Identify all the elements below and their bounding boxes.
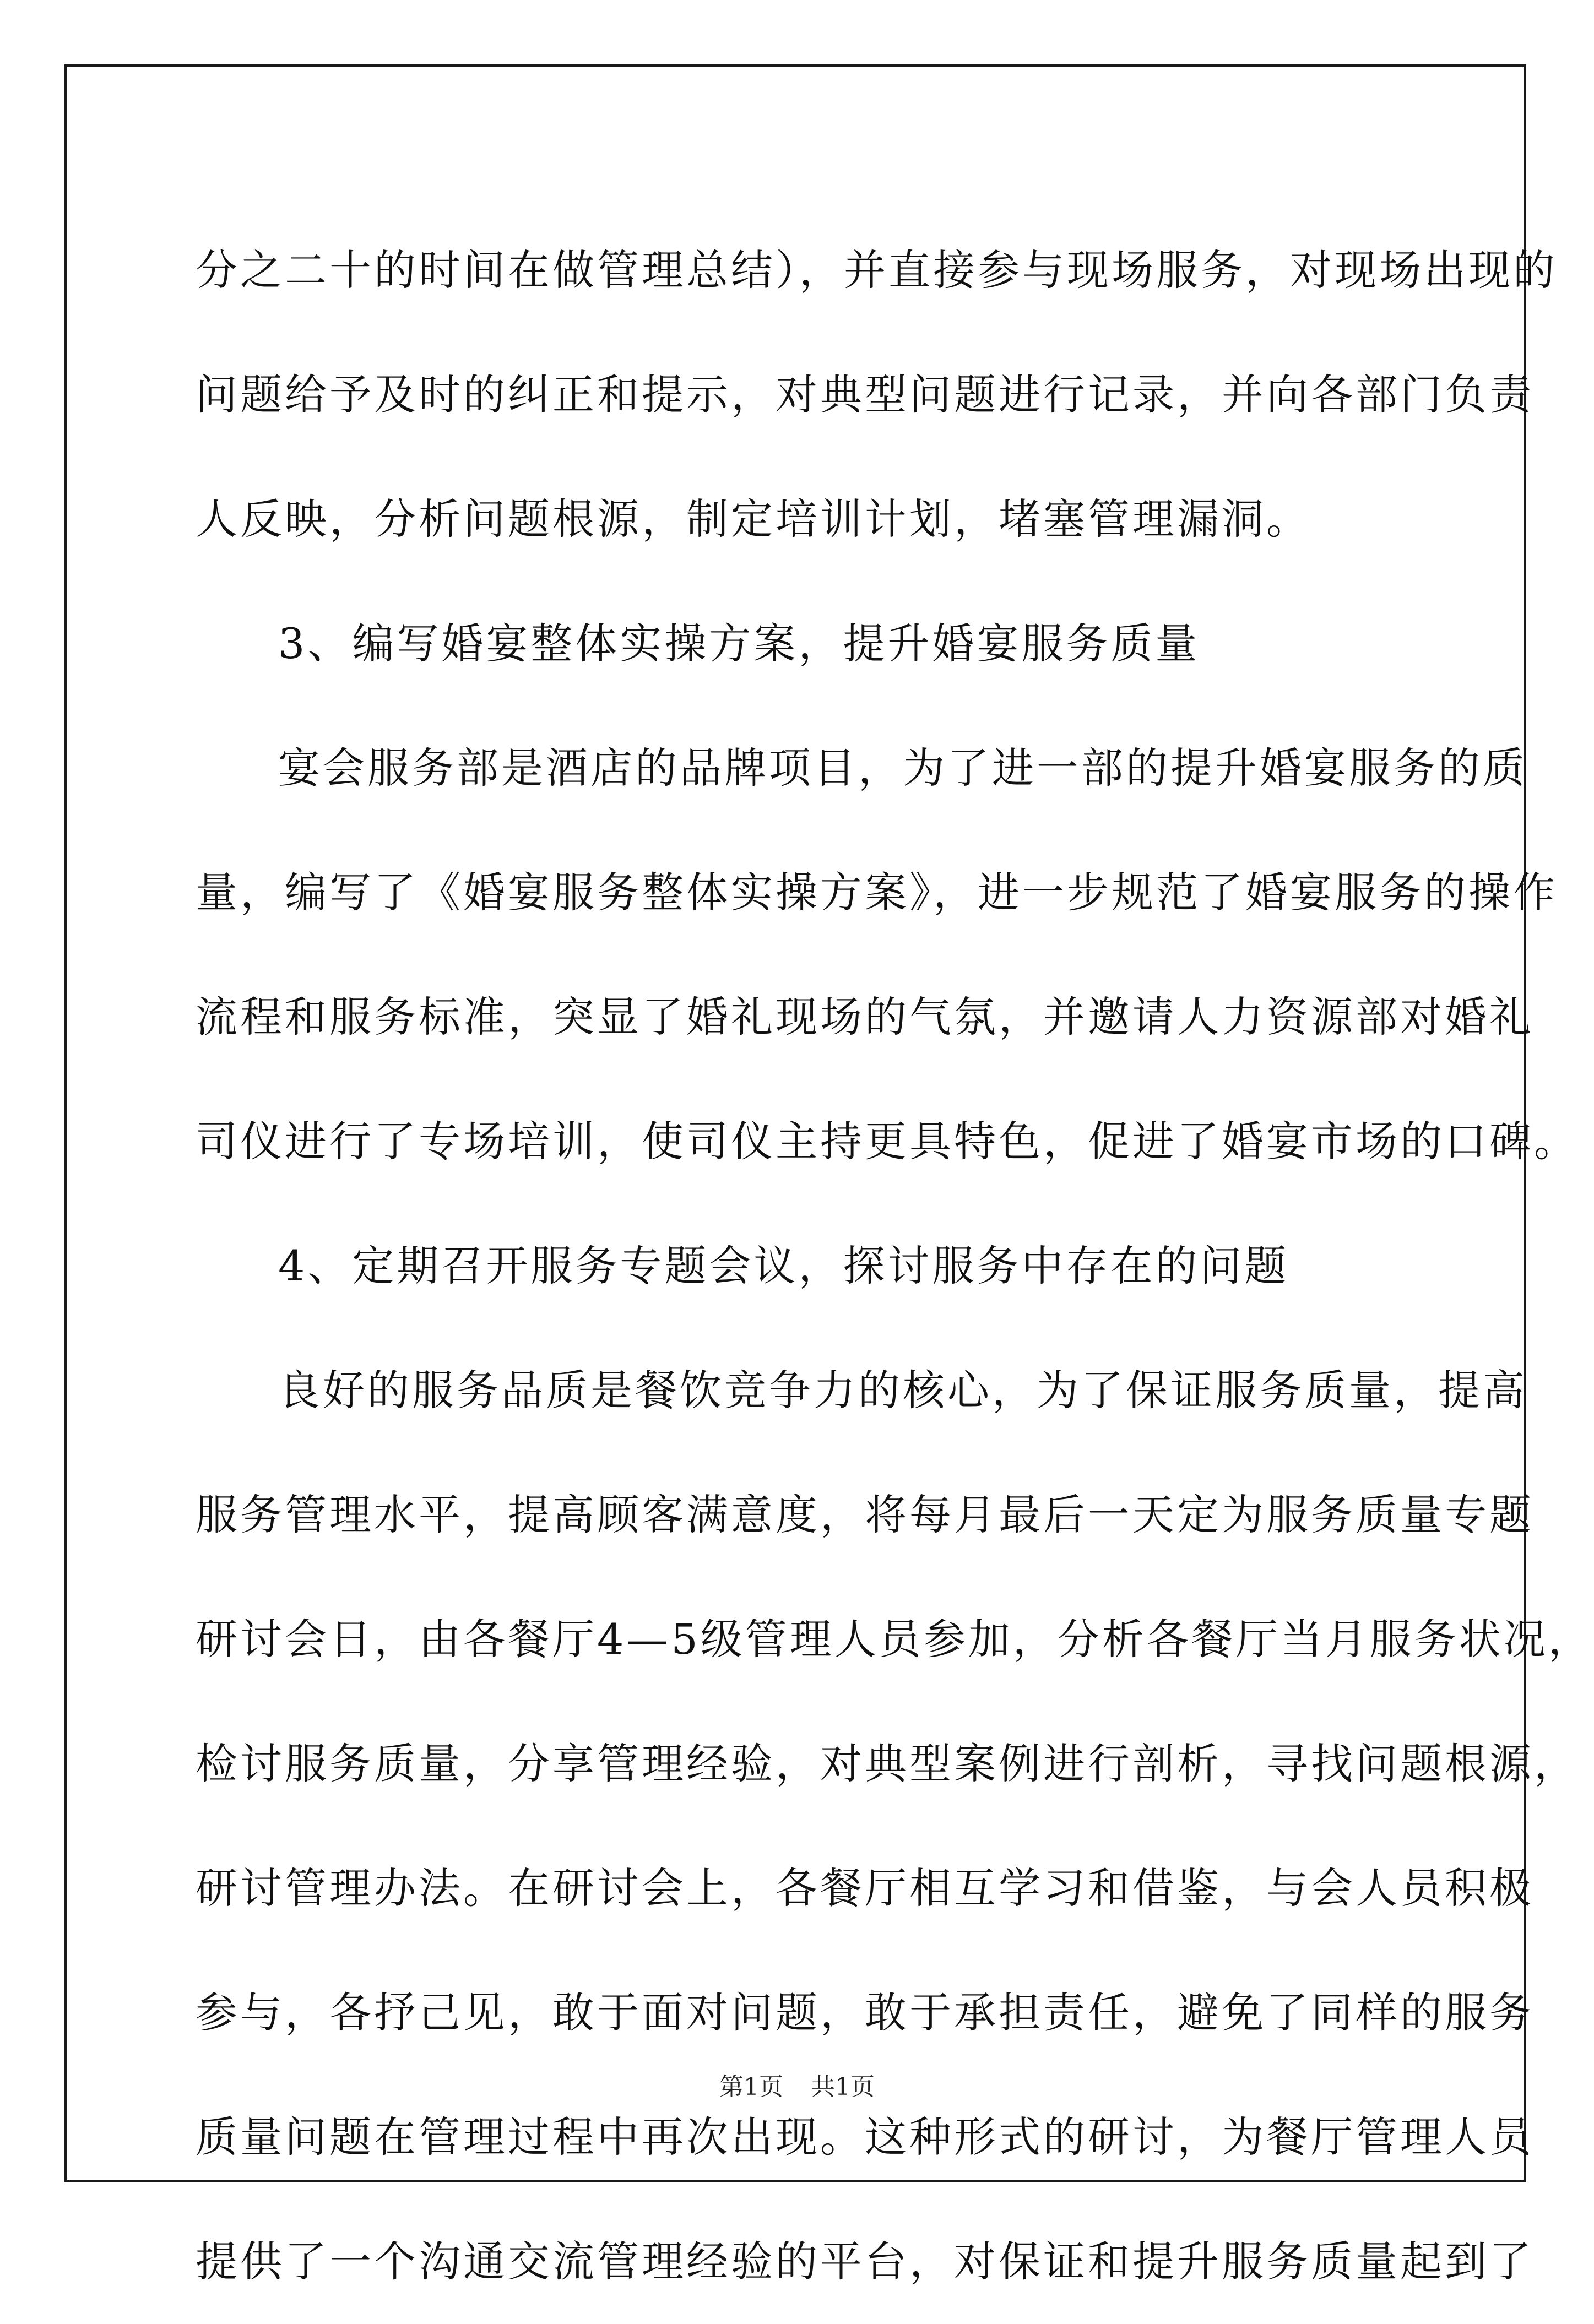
page-total: 共1页: [811, 2073, 875, 2101]
text-line: 流程和服务标准，突显了婚礼现场的气氛，并邀请人力资源部对婚礼: [196, 992, 1534, 1041]
document-body: [196, 208, 1593, 2324]
page-number: 第1页: [719, 2073, 783, 2101]
section-heading: 3、编写婚宴整体实操方案，提升婚宴服务质量: [278, 619, 1200, 668]
text-line: 研讨会日，由各餐厅4—5级管理人员参加，分析各餐厅当月服务状况，: [196, 1615, 1593, 1664]
text-line: 问题给予及时的纠正和提示，对典型问题进行记录，并向各部门负责: [196, 370, 1534, 419]
text-line: 分之二十的时间在做管理总结），并直接参与现场服务，对现场出现的: [196, 246, 1558, 295]
paragraph-start-line: 宴会服务部是酒店的品牌项目，为了进一部的提升婚宴服务的质: [278, 743, 1527, 792]
page-footer: [0, 2071, 1594, 2104]
text-line: 检讨服务质量，分享管理经验，对典型案例进行剖析，寻找问题根源，: [196, 1739, 1579, 1788]
text-line: 参与，各抒己见，敢于面对问题，敢于承担责任，避免了同样的服务: [196, 1988, 1534, 2037]
text-line: 司仪进行了专场培训，使司仪主持更具特色，促进了婚宴市场的口碑。: [196, 1117, 1579, 1166]
section-heading: 4、定期召开服务专题会议，探讨服务中存在的问题: [278, 1241, 1289, 1290]
text-line: 研讨管理办法。在研讨会上，各餐厅相互学习和借鉴，与会人员积极: [196, 1864, 1534, 1913]
text-line: 服务管理水平，提高顾客满意度，将每月最后一天定为服务质量专题: [196, 1490, 1534, 1539]
text-line: 量，编写了《婚宴服务整体实操方案》，进一步规范了婚宴服务的操作: [196, 868, 1558, 917]
text-line: 人反映，分析问题根源，制定培训计划，堵塞管理漏洞。: [196, 495, 1311, 544]
paragraph-start-line: 良好的服务品质是餐饮竞争力的核心，为了保证服务质量，提高: [278, 1366, 1527, 1415]
text-line: 质量问题在管理过程中再次出现。这种形式的研讨，为餐厅管理人员: [196, 2113, 1534, 2162]
text-line: 提供了一个沟通交流管理经验的平台，对保证和提升服务质量起到了: [196, 2237, 1534, 2286]
